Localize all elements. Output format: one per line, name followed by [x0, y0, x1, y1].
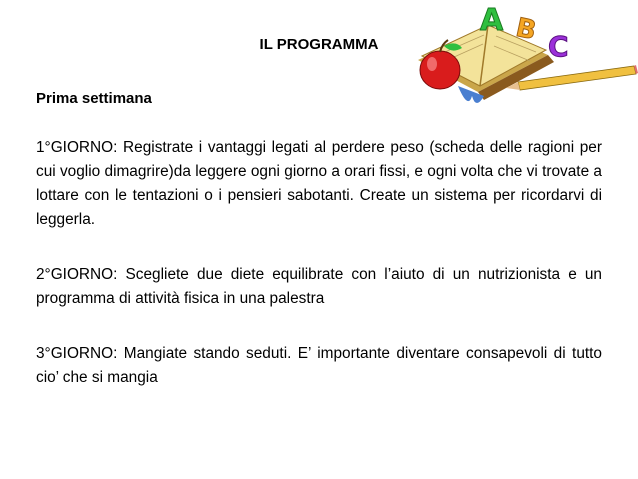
letter-a-icon: A [480, 3, 504, 38]
paragraph-day-2: 2°GIORNO: Scegliete due diete equilibrate con l’aiuto di un nutrizionista e un programma di attività fisica in una palestra [36, 266, 602, 307]
paragraph-day-1: 1°GIORNO: Registrate i vantaggi legati al perdere peso (scheda delle ragioni per cui voglio dimagrire)da leggere ogni giorno a orari fissi, e ogni volta che vi trovate a lottare con le tentazioni o i pensieri sabotanti. Create un sistema per ricordarvi di leggerla. [36, 139, 602, 228]
apple-icon [420, 40, 462, 89]
letter-b-icon: B [513, 12, 539, 47]
week-subtitle: Prima settimana [36, 90, 152, 107]
book-apple-abc-clipart [398, 0, 638, 112]
paragraph-day-3: 3°GIORNO: Mangiate stando seduti. E’ importante diventare consapevoli di tutto cio’ che si mangia [36, 345, 602, 386]
letter-c-icon: C [548, 30, 569, 63]
slide-title: IL PROGRAMMA [259, 36, 379, 53]
